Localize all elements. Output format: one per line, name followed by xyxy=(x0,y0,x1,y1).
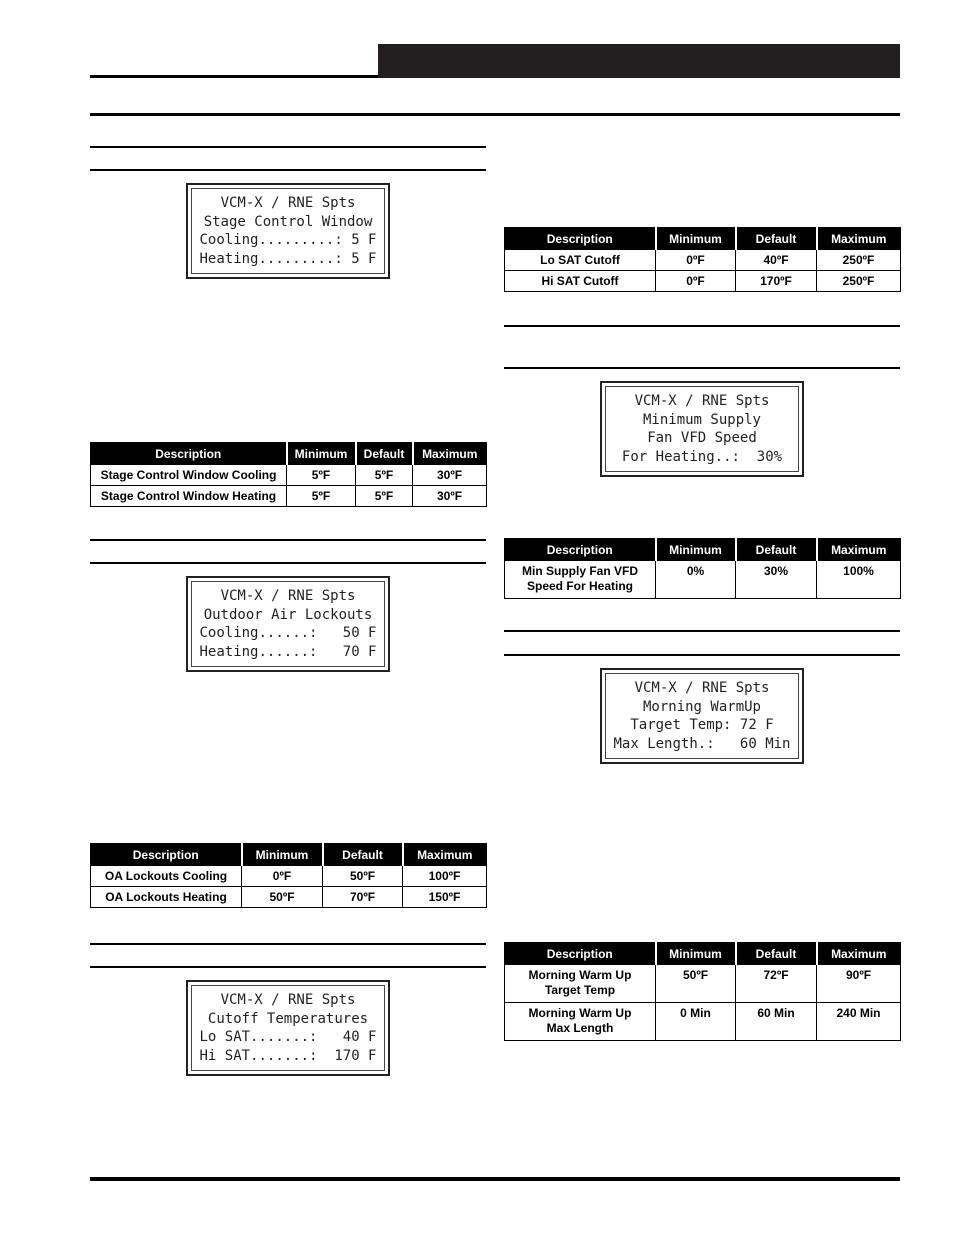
cell-minimum: 50ºF xyxy=(242,887,323,908)
cell-maximum: 100ºF xyxy=(403,866,487,887)
cell-default: 30% xyxy=(736,561,817,599)
table-row xyxy=(91,866,487,887)
min-supply-fan-table xyxy=(504,538,901,599)
cell-default: 40ºF xyxy=(736,250,817,271)
col-header-description: Description xyxy=(505,539,656,561)
cell-description-line: Morning Warm Up xyxy=(528,968,632,982)
col-header-minimum: Minimum xyxy=(656,228,736,250)
cell-description-line: Target Temp xyxy=(544,983,616,997)
cell-minimum: 5ºF xyxy=(287,465,356,486)
col-header-minimum: Minimum xyxy=(656,943,736,965)
lcd-line: VCM-X / RNE Spts xyxy=(634,393,770,409)
section-rule xyxy=(90,562,486,564)
morning-warmup-table xyxy=(504,942,901,1041)
cell-description: OA Lockouts Heating xyxy=(91,887,242,908)
cell-minimum: 5ºF xyxy=(287,486,356,507)
col-header-description: Description xyxy=(91,443,287,465)
lcd-line: Morning WarmUp xyxy=(642,698,761,715)
section-rule xyxy=(90,146,486,148)
col-header-minimum: Minimum xyxy=(287,443,356,465)
lcd-line: Outdoor Air Lockouts xyxy=(203,606,373,623)
table-header-row xyxy=(505,228,901,250)
lcd-display-cutoff-temps xyxy=(186,980,390,1076)
lcd-display-morning-warmup xyxy=(600,668,804,764)
cell-maximum: 250ºF xyxy=(817,271,901,292)
section-rule xyxy=(504,654,900,656)
col-header-description: Description xyxy=(505,943,656,965)
lcd-line: Max Length.: 60 Min xyxy=(613,735,791,752)
col-header-default: Default xyxy=(356,443,413,465)
cell-maximum: 240 Min xyxy=(817,1003,901,1041)
cell-maximum: 30ºF xyxy=(413,486,487,507)
section-rule xyxy=(504,325,900,327)
lcd-line: Lo SAT.......: 40 F xyxy=(199,1029,377,1045)
cell-description xyxy=(505,1003,656,1041)
cell-default: 60 Min xyxy=(736,1003,817,1041)
table-row xyxy=(505,271,901,292)
lcd-line: Minimum Supply xyxy=(642,411,761,428)
table-header-row xyxy=(505,943,901,965)
table-header-row xyxy=(91,443,487,465)
lcd-line: Cooling......: 50 F xyxy=(199,625,377,641)
table-header-row xyxy=(505,539,901,561)
table-row xyxy=(505,965,901,1003)
table-row xyxy=(91,887,487,908)
cell-minimum: 50ºF xyxy=(656,965,736,1003)
lcd-line: Cooling.........: 5 F xyxy=(199,232,377,248)
section-rule xyxy=(90,539,486,541)
cell-description: Stage Control Window Heating xyxy=(91,486,287,507)
oa-lockouts-table xyxy=(90,843,487,908)
lcd-line: VCM-X / RNE Spts xyxy=(220,195,356,211)
header-bar xyxy=(378,44,900,78)
lcd-line: VCM-X / RNE Spts xyxy=(220,992,356,1008)
cell-description-line: Max Length xyxy=(546,1021,614,1035)
lcd-line: Hi SAT.......: 170 F xyxy=(199,1047,377,1064)
cell-description xyxy=(505,561,656,599)
cell-default: 72ºF xyxy=(736,965,817,1003)
footer-rule xyxy=(90,1177,900,1181)
cell-description xyxy=(505,965,656,1003)
lcd-line: VCM-X / RNE Spts xyxy=(634,680,770,696)
section-rule xyxy=(90,169,486,171)
lcd-line: For Heating..: 30% xyxy=(621,448,783,465)
col-header-default: Default xyxy=(736,539,817,561)
section-rule xyxy=(504,630,900,632)
cell-maximum: 90ºF xyxy=(817,965,901,1003)
cell-default: 70ºF xyxy=(323,887,403,908)
section-rule xyxy=(90,943,486,945)
col-header-minimum: Minimum xyxy=(242,844,323,866)
col-header-maximum: Maximum xyxy=(817,228,901,250)
cell-description-line: Morning Warm Up xyxy=(528,1006,632,1020)
cell-minimum: 0% xyxy=(656,561,736,599)
col-header-maximum: Maximum xyxy=(817,943,901,965)
col-header-minimum: Minimum xyxy=(656,539,736,561)
cell-default: 5ºF xyxy=(356,465,413,486)
table-row xyxy=(505,250,901,271)
lcd-line: Heating......: 70 F xyxy=(199,643,377,660)
stage-control-table xyxy=(90,442,487,507)
cell-description: Lo SAT Cutoff xyxy=(505,250,656,271)
table-row xyxy=(91,486,487,507)
lcd-line: Stage Control Window xyxy=(203,213,373,230)
col-header-description: Description xyxy=(91,844,242,866)
section-rule xyxy=(504,367,900,369)
col-header-maximum: Maximum xyxy=(817,539,901,561)
section-rule xyxy=(90,966,486,968)
col-header-maximum: Maximum xyxy=(403,844,487,866)
header-rule xyxy=(90,75,380,78)
col-header-default: Default xyxy=(736,943,817,965)
col-header-default: Default xyxy=(736,228,817,250)
cell-maximum: 150ºF xyxy=(403,887,487,908)
cell-default: 5ºF xyxy=(356,486,413,507)
cutoff-table xyxy=(504,227,901,292)
cell-maximum: 30ºF xyxy=(413,465,487,486)
lcd-line: VCM-X / RNE Spts xyxy=(220,588,356,604)
table-row xyxy=(505,561,901,599)
cell-minimum: 0ºF xyxy=(656,250,736,271)
table-header-row xyxy=(91,844,487,866)
lcd-display-oa-lockouts xyxy=(186,576,390,672)
cell-description: OA Lockouts Cooling xyxy=(91,866,242,887)
lcd-line: Target Temp: 72 F xyxy=(630,717,774,733)
table-row xyxy=(91,465,487,486)
lcd-line: Cutoff Temperatures xyxy=(207,1010,369,1027)
lcd-display-min-supply-fan xyxy=(600,381,804,477)
cell-maximum: 250ºF xyxy=(817,250,901,271)
section-rule-top xyxy=(90,113,900,116)
col-header-description: Description xyxy=(505,228,656,250)
cell-description-line: Min Supply Fan VFD xyxy=(522,564,638,578)
cell-maximum: 100% xyxy=(817,561,901,599)
cell-minimum: 0ºF xyxy=(656,271,736,292)
cell-minimum: 0ºF xyxy=(242,866,323,887)
col-header-maximum: Maximum xyxy=(413,443,487,465)
cell-minimum: 0 Min xyxy=(656,1003,736,1041)
cell-description: Stage Control Window Cooling xyxy=(91,465,287,486)
lcd-display-stage-control xyxy=(186,183,390,279)
lcd-line: Fan VFD Speed xyxy=(647,430,757,446)
col-header-default: Default xyxy=(323,844,403,866)
cell-default: 50ºF xyxy=(323,866,403,887)
cell-description: Hi SAT Cutoff xyxy=(505,271,656,292)
lcd-line: Heating.........: 5 F xyxy=(199,250,377,267)
cell-description-line: Speed For Heating xyxy=(526,579,633,593)
table-row xyxy=(505,1003,901,1041)
cell-default: 170ºF xyxy=(736,271,817,292)
